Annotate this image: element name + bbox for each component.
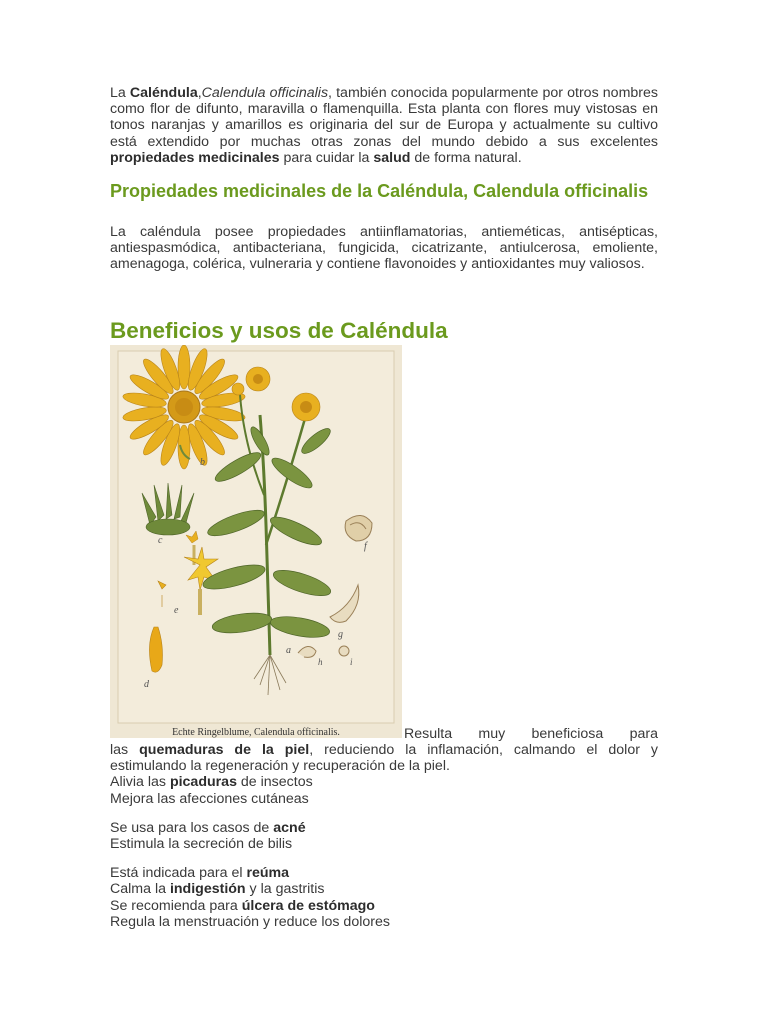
benefits-list	[110, 742, 658, 930]
label-g: g	[338, 629, 343, 640]
lead-word: para	[629, 726, 658, 742]
heading-benefits: Beneficios y usos de Caléndula	[110, 318, 448, 343]
benefit-text: Calma la	[110, 881, 170, 898]
benefit-ulcer	[110, 898, 658, 914]
benefit-bold: indigestión	[169, 881, 246, 898]
intro-bold-properties: propiedades medicinales	[110, 149, 280, 166]
label-i: i	[350, 657, 353, 667]
seed-f	[345, 515, 372, 541]
intro-text: ,	[197, 85, 202, 101]
calendula-plate-drawing	[110, 345, 402, 738]
intro-bold-health: salud	[373, 149, 411, 166]
intro-text: , también conocida popularmente por otros nombres como flor de difunto, maravilla o flamenquilla. Esta planta con flores muy vistosas en tonos naranjas y amarillos es originaria del sur de Europa y actualmente su cultivo está extendido por muchas otras zonas del mundo debido a sus excelentes	[110, 85, 658, 150]
benefit-bold: úlcera de estómago	[241, 897, 375, 914]
label-a: a	[286, 645, 291, 656]
benefit-text: Está indicada para el	[110, 865, 247, 882]
benefit-indigestion	[110, 881, 658, 897]
label-c: c	[158, 535, 163, 546]
lead-word: Resulta	[404, 726, 453, 742]
plate-caption: Echte Ringelblume, Calendula officinalis.	[172, 727, 340, 738]
benefit-text: Alivia las	[110, 774, 170, 791]
intro-text: para cuidar la	[279, 149, 374, 166]
label-b: b	[200, 457, 205, 468]
label-e: e	[174, 605, 179, 616]
benefit-bold: quemaduras de la piel	[139, 742, 310, 758]
lead-word: muy	[478, 726, 506, 742]
spacer	[110, 852, 658, 865]
benefits-lead-line	[404, 726, 658, 742]
seed-i	[339, 646, 349, 656]
lead-word: beneficiosa	[531, 726, 604, 742]
label-f: f	[364, 541, 367, 552]
benefit-bold: acné	[273, 819, 306, 836]
label-h: h	[318, 657, 323, 667]
benefit-text: y la gastritis	[245, 881, 325, 898]
benefit-text: Se recomienda para	[110, 897, 242, 914]
properties-paragraph: La caléndula posee propiedades antiinflamatorias, antieméticas, antisépticas, antiespasmódica, antibacteriana, fungicida, cicatrizante, antiulcerosa, emoliente, amenagoga, colérica, vulneraria y contiene flavonoides y antioxidantes muy valiosos.	[110, 224, 658, 273]
botanical-illustration	[110, 345, 402, 738]
benefit-menstruation: Regula la menstruación y reduce los dolores	[110, 913, 390, 930]
heading-properties: Propiedades medicinales de la Caléndula, Calendula officinalis	[110, 181, 649, 201]
benefit-acne	[110, 820, 658, 836]
intro-text: La	[110, 85, 130, 101]
label-d: d	[144, 679, 149, 690]
benefit-bile: Estimula la secreción de bilis	[110, 836, 293, 853]
benefit-text: Se usa para los casos de	[110, 819, 274, 836]
benefit-bold: reúma	[246, 865, 290, 882]
benefit-text: , reduciendo la inflamación, calmando el dolor y estimulando la regeneración y recuperación de la piel.	[110, 742, 658, 775]
benefit-burns	[110, 742, 658, 774]
intro-text: de forma natural.	[410, 149, 522, 166]
benefit-rheumatism	[110, 865, 658, 881]
spacer	[110, 807, 658, 820]
benefit-bold: picaduras	[169, 774, 237, 791]
benefit-stings	[110, 774, 658, 790]
benefit-skin: Mejora las afecciones cutáneas	[110, 790, 309, 807]
benefit-text: las	[110, 742, 140, 758]
benefit-text: de insectos	[236, 774, 313, 791]
intro-scientific-name: Calendula officinalis	[201, 85, 329, 101]
intro-paragraph	[110, 85, 658, 166]
intro-bold-calendula: Caléndula	[129, 85, 198, 101]
